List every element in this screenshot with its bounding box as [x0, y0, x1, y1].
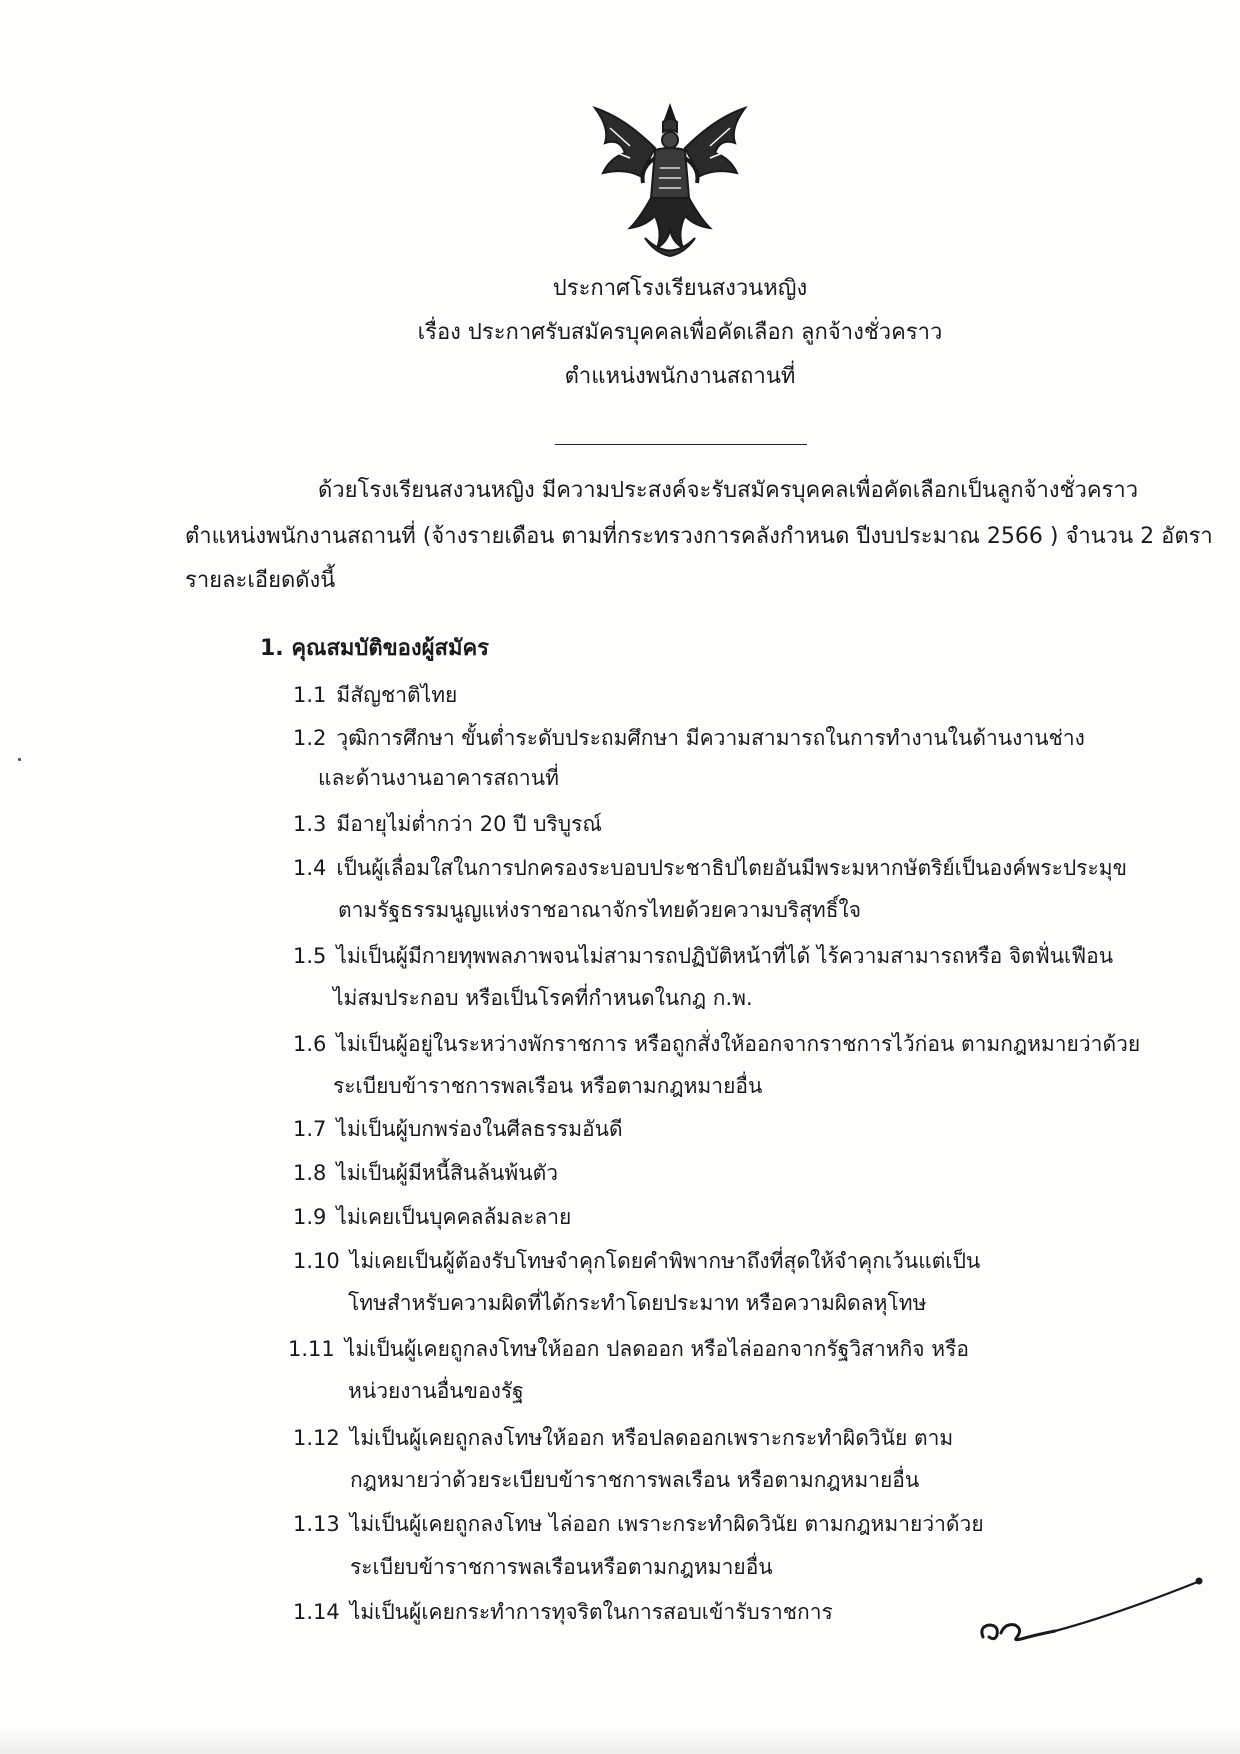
list-item-1-2-continuation: และด้านงานอาคารสถานที่: [318, 766, 559, 790]
list-item-number: 1.6: [293, 1032, 327, 1056]
list-item-1-11: [288, 1334, 969, 1364]
list-item-text: ไม่เป็นผู้เคยถูกลงโทษให้ออก ปลดออก หรือไล่ออกจากรัฐวิสาหกิจ หรือ: [344, 1337, 970, 1361]
announcement-position: ตำแหน่งพนักงานสถานที่: [564, 364, 796, 389]
section-1-title: 1. คุณสมบัติของผู้สมัคร: [260, 636, 489, 661]
list-item-1-9: [293, 1202, 571, 1232]
list-item-number: 1.12: [293, 1426, 340, 1450]
announcement-title: ประกาศโรงเรียนสงวนหญิง: [552, 276, 808, 301]
intro-line-1: ด้วยโรงเรียนสงวนหญิง มีความประสงค์จะรับสมัครบุคคลเพื่อคัดเลือกเป็นลูกจ้างชั่วคราว: [318, 478, 1139, 503]
list-item-text: ไม่เคยเป็นผู้ต้องรับโทษจำคุกโดยคำพิพากษาถึงที่สุดให้จำคุกเว้นแต่เป็น: [349, 1249, 981, 1273]
list-item-1-6: [293, 1029, 1140, 1059]
list-item-text: ไม่เป็นผู้มีกายทุพพลภาพจนไม่สามารถปฏิบัติหน้าที่ได้ ไร้ความสามารถหรือ จิตฟั่นเฟือน: [336, 944, 1114, 968]
list-item-number: 1.3: [293, 812, 327, 836]
list-item-text: ไม่เป็นผู้อยู่ในระหว่างพักราชการ หรือถูกสั่งให้ออกจากราชการไว้ก่อน ตามกฎหมายว่าด้วย: [336, 1032, 1141, 1056]
list-item-number: 1.4: [293, 856, 327, 880]
list-item-1-4-continuation: ตามรัฐธรรมนูญแห่งราชอาณาจักรไทยด้วยความบริสุทธิ์ใจ: [338, 898, 862, 922]
list-item-1-1: [293, 680, 457, 710]
list-item-1-6-continuation: ระเบียบข้าราชการพลเรือน หรือตามกฎหมายอื่น: [333, 1074, 763, 1098]
list-item-number: 1.8: [293, 1161, 327, 1185]
list-item-text: ไม่เป็นผู้มีหนี้สินล้นพ้นตัว: [336, 1161, 559, 1185]
list-item-number: 1.1: [293, 683, 327, 707]
list-item-number: 1.14: [293, 1600, 340, 1624]
list-item-1-10-continuation: โทษสำหรับความผิดที่ได้กระทำโดยประมาท หรือความผิดลหุโทษ: [348, 1291, 927, 1315]
list-item-number: 1.5: [293, 944, 327, 968]
list-item-1-10: [293, 1246, 980, 1276]
divider: [555, 444, 807, 445]
list-item-1-13: [293, 1509, 984, 1539]
list-item-1-13-continuation: ระเบียบข้าราชการพลเรือนหรือตามกฎหมายอื่น: [350, 1555, 773, 1579]
list-item-text: ไม่เป็นผู้เคยถูกลงโทษ ไล่ออก เพราะกระทำผิดวินัย ตามกฎหมายว่าด้วย: [349, 1512, 984, 1536]
list-item-1-12: [293, 1423, 953, 1453]
list-item-1-8: [293, 1158, 558, 1188]
list-item-text: ไม่เคยเป็นบุคคลล้มละลาย: [336, 1205, 572, 1229]
list-item-1-2: [293, 723, 1085, 753]
list-item-1-4: [293, 853, 1127, 883]
list-item-number: 1.9: [293, 1205, 327, 1229]
list-item-number: 1.10: [293, 1249, 340, 1273]
list-item-number: 1.2: [293, 726, 327, 750]
list-item-1-3: [293, 809, 602, 839]
list-item-1-5: [293, 941, 1113, 971]
list-item-text: วุฒิการศึกษา ขั้นต่ำระดับประถมศึกษา มีความสามารถในการทำงานในด้านงานช่าง: [336, 726, 1085, 750]
announcement-subject: เรื่อง ประกาศรับสมัครบุคคลเพื่อคัดเลือก ลูกจ้างชั่วคราว: [417, 320, 943, 345]
list-item-text: มีอายุไม่ต่ำกว่า 20 ปี บริบูรณ์: [336, 812, 602, 836]
list-item-1-14: [293, 1597, 833, 1627]
scan-speck: [18, 758, 21, 761]
intro-line-3: รายละเอียดดังนี้: [185, 568, 336, 593]
handwritten-initials: [975, 1575, 1205, 1655]
list-item-number: 1.7: [293, 1117, 327, 1141]
scan-edge: [0, 1728, 1240, 1754]
list-item-1-12-continuation: กฎหมายว่าด้วยระเบียบข้าราชการพลเรือน หรือตามกฎหมายอื่น: [350, 1468, 920, 1492]
list-item-text: ไม่เป็นผู้เคยกระทำการทุจริตในการสอบเข้ารับราชการ: [349, 1600, 833, 1624]
list-item-text: มีสัญชาติไทย: [336, 683, 458, 707]
list-item-text: เป็นผู้เลื่อมใสในการปกครองระบอบประชาธิปไตยอันมีพระมหากษัตริย์เป็นองค์พระประมุข: [336, 856, 1127, 880]
garuda-emblem-icon: [585, 98, 755, 268]
list-item-1-11-continuation: หน่วยงานอื่นของรัฐ: [348, 1379, 524, 1403]
list-item-1-7: [293, 1114, 623, 1144]
list-item-1-5-continuation: ไม่สมประกอบ หรือเป็นโรคที่กำหนดในกฎ ก.พ.: [333, 986, 753, 1010]
intro-line-2: ตำแหน่งพนักงานสถานที่ (จ้างรายเดือน ตามที่กระทรวงการคลังกำหนด ปีงบประมาณ 2566 ) จำนวน 2 อัตรา: [185, 524, 1213, 549]
list-item-number: 1.13: [293, 1512, 340, 1536]
list-item-text: ไม่เป็นผู้บกพร่องในศีลธรรมอันดี: [336, 1117, 623, 1141]
list-item-text: ไม่เป็นผู้เคยถูกลงโทษให้ออก หรือปลดออกเพราะกระทำผิดวินัย ตาม: [349, 1426, 954, 1450]
list-item-number: 1.11: [288, 1337, 335, 1361]
